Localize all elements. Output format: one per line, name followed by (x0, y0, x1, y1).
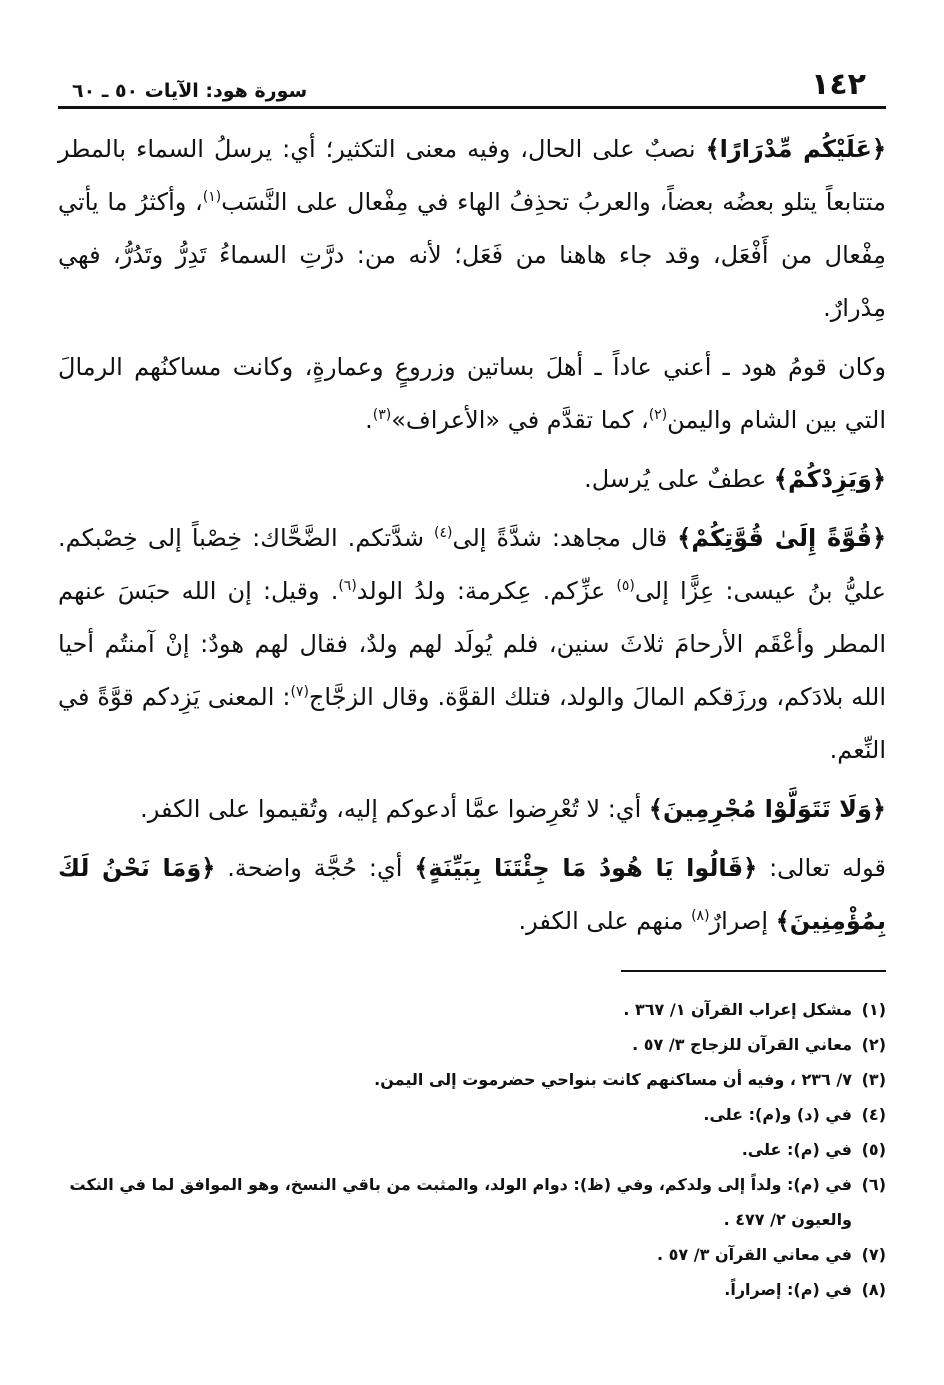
quran-quote: ﴿وَيَزِدْكُمْ﴾ (773, 465, 886, 493)
paragraph-text: قال مجاهد: شدَّةً إلى (452, 524, 668, 552)
footnote-number: (٤) (861, 1105, 886, 1124)
page-header (58, 58, 886, 109)
quran-quote: ﴿قَالُوا يَا هُودُ مَا جِئْتَنَا بِبَيِّنَةٍ﴾ (414, 854, 758, 882)
footnote-ref: (٨) (691, 908, 710, 924)
footnote-number: (١) (861, 1000, 886, 1019)
paragraph-text: أي: لا تُعْرِضوا عمَّا أدعوكم إليه، وتُقيموا على الكفر. (140, 795, 642, 823)
paragraph-4 (58, 512, 886, 777)
main-text (58, 123, 886, 948)
paragraph-text: شدَّتكم. الضَّحَّاك: خِصْباً إلى خِصْبكم. عليُّ بنُ عيسى: عِزًّا إلى (58, 524, 886, 605)
footnote-ref: (٧) (290, 684, 309, 700)
footnote-ref: (٦) (338, 578, 357, 594)
paragraph-text: منهم على الكفر. (518, 907, 692, 935)
paragraph-text: قوله تعالى: (757, 854, 887, 882)
page-number: ١٤٢ (811, 67, 866, 102)
paragraph-text: وكان قومُ هود ـ أعني عاداً ـ أهلَ بساتين وزروعٍ وعمارةٍ، وكانت مساكنُهم الرمالَ التي بين الشام واليمن (58, 353, 886, 434)
footnote-item (58, 1272, 886, 1307)
paragraph-text: عزِّكم. عِكرمة: ولدُ الولد (356, 577, 606, 605)
footnote-number: (٣) (861, 1070, 886, 1089)
paragraph-text: نصبٌ على الحال، وفيه معنى التكثير؛ أي: يرسلُ السماء بالمطر متتابعاً يتلو بعضُه بعضاً، والعربُ تحذِفُ الهاء في مِفْعال على النَّسَب (58, 135, 886, 216)
quran-quote: ﴿قُوَّةً إِلَىٰ قُوَّتِكُمْ﴾ (677, 524, 887, 552)
paragraph-1 (58, 123, 886, 335)
footnote-ref: (٤) (434, 525, 453, 541)
footnote-text: ٧/ ٢٣٦ ، وفيه أن مساكنهم كانت بنواحي حضرموت إلى اليمن. (374, 1070, 852, 1089)
paragraph-text: : المعنى يَزِدكم قوَّةً في النِّعم. (58, 683, 886, 764)
footnotes (58, 992, 886, 1307)
footnote-item (58, 1237, 886, 1272)
paragraph-text: إصرارٌ (709, 907, 776, 935)
footnote-ref: (١) (202, 189, 222, 205)
footnote-number: (٨) (861, 1280, 886, 1299)
paragraph-5 (58, 783, 886, 836)
footnote-number: (٧) (861, 1245, 886, 1264)
paragraph-text: ، وأكثرُ ما يأتي مِفْعال من أَفْعَل، وقد جاء هاهنا من فَعَل؛ لأنه من: درَّتِ السماءُ تَدِرُّ وتَدُرُّ، فهي مِدْرارٌ. (58, 188, 886, 322)
paragraph-3 (58, 453, 886, 506)
footnote-item (58, 1132, 886, 1167)
footnote-ref: (٣) (372, 407, 392, 423)
paragraph-text: أي: حُجَّة واضحة. (215, 854, 415, 882)
paragraph-2 (58, 341, 886, 447)
footnote-number: (٦) (861, 1175, 886, 1194)
paragraph-text: . (365, 406, 373, 434)
footnote-item (58, 1062, 886, 1097)
footnote-text: في معاني القرآن ٣/ ٥٧ . (657, 1245, 852, 1264)
quran-quote: ﴿وَلَا تَتَوَلَّوْا مُجْرِمِينَ﴾ (648, 795, 886, 823)
footnote-item (58, 1027, 886, 1062)
footnote-item (58, 992, 886, 1027)
footnote-item (58, 1167, 886, 1237)
footnote-number: (٥) (861, 1140, 886, 1159)
footnote-text: مشكل إعراب القرآن ١/ ٣٦٧ . (623, 1000, 852, 1019)
paragraph-text: عطفٌ على يُرسل. (584, 465, 767, 493)
paragraph-text: . وقيل: إن الله حبَسَ عنهم المطر وأعْقَم الأرحامَ ثلاثَ سنين، فلم يُولَد لهم ولدٌ، فقال لهم هودٌ: إنْ آمنتُم أحيا الله بلادَكم، ورزَقكم المالَ والولد، فتلك القوَّة. وقال الزجَّاج (58, 577, 886, 711)
footnote-divider (621, 970, 886, 972)
footnote-text: في (م): على. (741, 1140, 852, 1159)
paragraph-6 (58, 842, 886, 948)
quran-quote: ﴿وَمَا نَحْنُ لَكَ بِمُؤْمِنِينَ﴾ (58, 854, 886, 935)
footnote-item (58, 1097, 886, 1132)
quran-quote: ﴿عَلَيْكُم مِّدْرَارًا﴾ (705, 135, 887, 163)
footnote-text: في (م): إصراراً. (724, 1280, 852, 1299)
paragraph-text: ، كما تقدَّم في «الأعراف» (391, 406, 649, 434)
footnote-ref: (٥) (616, 578, 635, 594)
footnote-text: في (د) و(م): على. (703, 1105, 852, 1124)
footnote-text: معاني القرآن للزجاج ٣/ ٥٧ . (632, 1035, 852, 1054)
footnote-ref: (٢) (648, 407, 668, 423)
footnote-number: (٢) (861, 1035, 886, 1054)
running-title: سورة هود: الآيات ٥٠ ـ ٦٠ (72, 80, 308, 102)
footnote-text: في (م): ولداً إلى ولدكم، وفي (ظ): دوام الولد، والمثبت من باقي النسخ، وهو الموافق لما في النكت والعيون ٢/ ٤٧٧ . (69, 1175, 852, 1229)
